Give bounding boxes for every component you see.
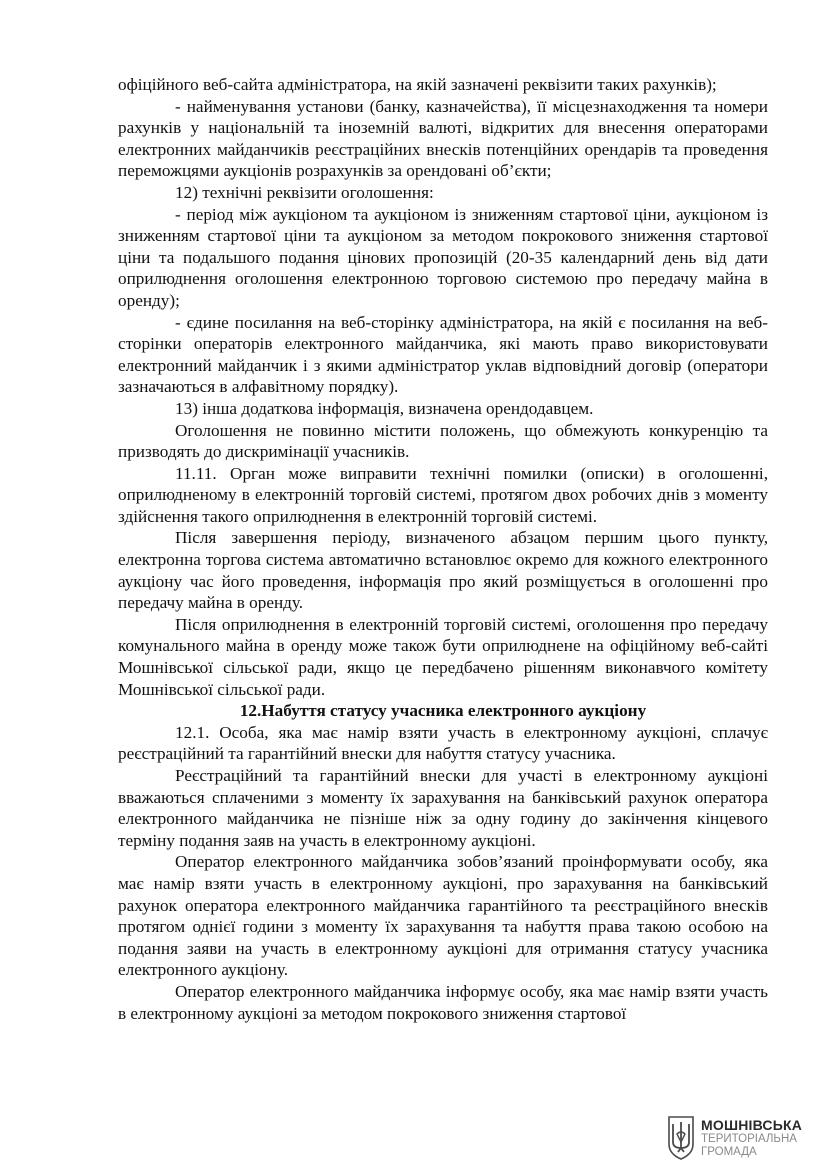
paragraph: Після завершення періоду, визначеного абзацом першим цього пункту, електронна торгова система автоматично встановлює окремо для кожного електронного аукціону час його проведення, інформація про який розміщується в оголошенні про передачу майна в оренду. (118, 528, 768, 613)
section-heading: 12.Набуття статусу учасника електронного аукціону (239, 701, 647, 721)
paragraph: 12.1. Особа, яка має намір взяти участь в електронному аукціоні, сплачує реєстраційний та гарантійний внески для набуття статусу учасника. (118, 722, 768, 764)
paragraph: 12) технічні реквізити оголошення: (175, 182, 434, 202)
paragraph: - найменування установи (банку, казначейства), її місцезнаходження та номери рахунків у національній та іноземній валюті, відкритих для внесення операторами електронних майданчиків реєстраційних внесків потенційних орендарів та проведення переможцями аукціонів розрахунків за орендовані об’єкти; (118, 96, 768, 181)
logo-title: МОШНІВСЬКА (701, 1116, 803, 1133)
paragraph: Оператор електронного майданчика зобов’язаний проінформувати особу, яка має намір взяти участь в електронному аукціоні, про зарахування на банківський рахунок оператора електронного майданчика гарантійного та реєстраційного внесків протягом однієї години з моменту їх зарахування та набуття права такою особою на подання заяви на участь в електронному аукціоні для отримання статусу учасника електронного аукціону. (118, 852, 768, 980)
paragraph: - єдине посилання на веб-сторінку адміністратора, на якій є посилання на веб-сторінки операторів електронного майданчика, які мають право використовувати електронний майданчик і з якими адміністратор уклав відповідний договір (оператори зазначаються в алфавітному порядку). (118, 312, 768, 397)
paragraph: офіційного веб-сайта адміністратора, на якій зазначені реквізити таких рахунків); (118, 75, 717, 94)
paragraph: 13) інша додаткова інформація, визначена орендодавцем. (175, 398, 594, 418)
trident-coat-of-arms-icon (667, 1116, 695, 1160)
logo-subtitle-line1: ТЕРИТОРІАЛЬНА (701, 1132, 797, 1145)
paragraph: Оголошення не повинно містити положень, що обмежують конкуренцію та призводять до дискримінації учасників. (118, 420, 768, 462)
paragraph: - період між аукціоном та аукціоном із зниженням стартової ціни, аукціоном із зниженням стартової ціни та аукціоном за методом покрокового зниження стартової ціни та подальшого подання цінових пропозицій (20-35 календарний день від дати оприлюднення оголошення електронною торговою системою про передачу майна в оренду); (118, 204, 768, 310)
community-logo (667, 1115, 807, 1161)
logo-subtitle-line2: ГРОМАДА (701, 1146, 757, 1158)
paragraph: 11.11. Орган може виправити технічні помилки (описки) в оголошенні, оприлюдненому в електронній торговій системі, протягом двох робочих днів з моменту здійснення такого оприлюднення в електронній торговій системі. (118, 463, 768, 526)
paragraph: Оператор електронного майданчика інформує особу, яка має намір взяти участь в електронному аукціоні за методом покрокового зниження стартової (118, 981, 768, 1023)
paragraph: Реєстраційний та гарантійний внески для участі в електронному аукціоні вважаються сплаченими з моменту їх зарахування на банківський рахунок оператора електронного майданчика не пізніше ніж за одну годину до закінчення кінцевого терміну подання заяв на участь в електронному аукціоні. (118, 766, 768, 850)
document-page (118, 74, 768, 1024)
paragraph: Після оприлюднення в електронній торговій системі, оголошення про передачу комунального майна в оренду може також бути оприлюднене на офіційному веб-сайті Мошнівської сільської ради, якщо це передбачено рішенням виконавчого комітету Мошнівської сільської ради. (118, 614, 768, 699)
